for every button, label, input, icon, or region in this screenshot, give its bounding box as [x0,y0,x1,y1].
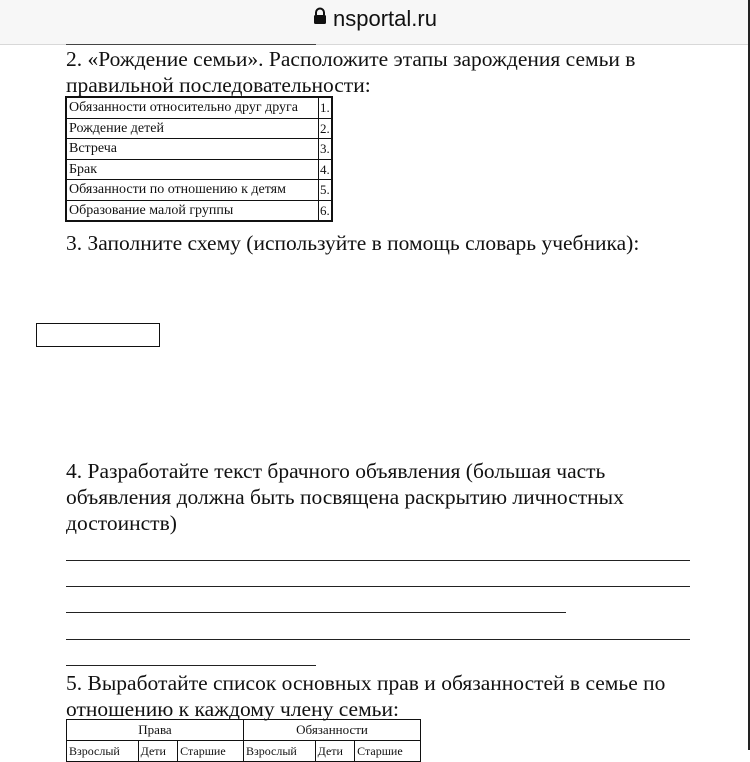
stage-number: 5. [319,180,332,201]
stages-table [66,97,332,221]
subheader-cell: Дети [315,741,355,762]
subheader-cell: Дети [138,741,178,762]
question-2-title: 2. «Рождение семьи». Расположите этапы зарождения семьи в правильной последовательности: [66,47,636,97]
table-row [67,180,332,201]
table-row [67,118,332,139]
answer-line[interactable] [66,612,566,613]
answer-line[interactable] [66,586,690,587]
lock-icon [313,5,327,31]
table-row [67,139,332,160]
table-row [67,200,332,221]
stage-item: Рождение детей [67,118,319,139]
url-text: nsportal.ru [333,6,437,31]
url-display[interactable] [0,6,750,33]
stage-number: 6. [319,200,332,221]
stage-number: 4. [319,159,332,180]
stage-item: Брак [67,159,319,180]
stage-item: Обязанности относительно друг друга [67,98,319,119]
divider-line [66,44,316,45]
answer-line[interactable] [66,560,690,561]
subheader-cell: Взрослый [67,741,139,762]
stage-item: Встреча [67,139,319,160]
browser-address-bar [0,0,750,45]
stage-item: Образование малой группы [67,200,319,221]
question-3-title: 3. Заполните схему (используйте в помощь словарь учебника): [66,231,640,255]
stage-number: 3. [319,139,332,160]
stage-item: Обязанности по отношению к детям [67,180,319,201]
rights-header: Права [67,720,244,741]
stage-number: 1. [319,98,332,119]
table-row [67,159,332,180]
answer-line[interactable] [66,639,690,640]
subheader-cell: Старшие [178,741,244,762]
subheader-cell: Взрослый [244,741,316,762]
duties-header: Обязанности [244,720,421,741]
stage-number: 2. [319,118,332,139]
answer-line[interactable] [66,665,316,666]
scheme-box[interactable] [36,323,160,347]
question-4-title: 4. Разработайте текст брачного объявления (большая часть объявления должна быть посвящена раскрытию личностных достоинств) [66,459,624,535]
question-5-title: 5. Выработайте список основных прав и обязанностей в семье по отношению к каждому члену семьи: [66,671,666,721]
table-row [67,98,332,119]
rights-duties-table [66,719,421,762]
subheader-cell: Старшие [355,741,421,762]
